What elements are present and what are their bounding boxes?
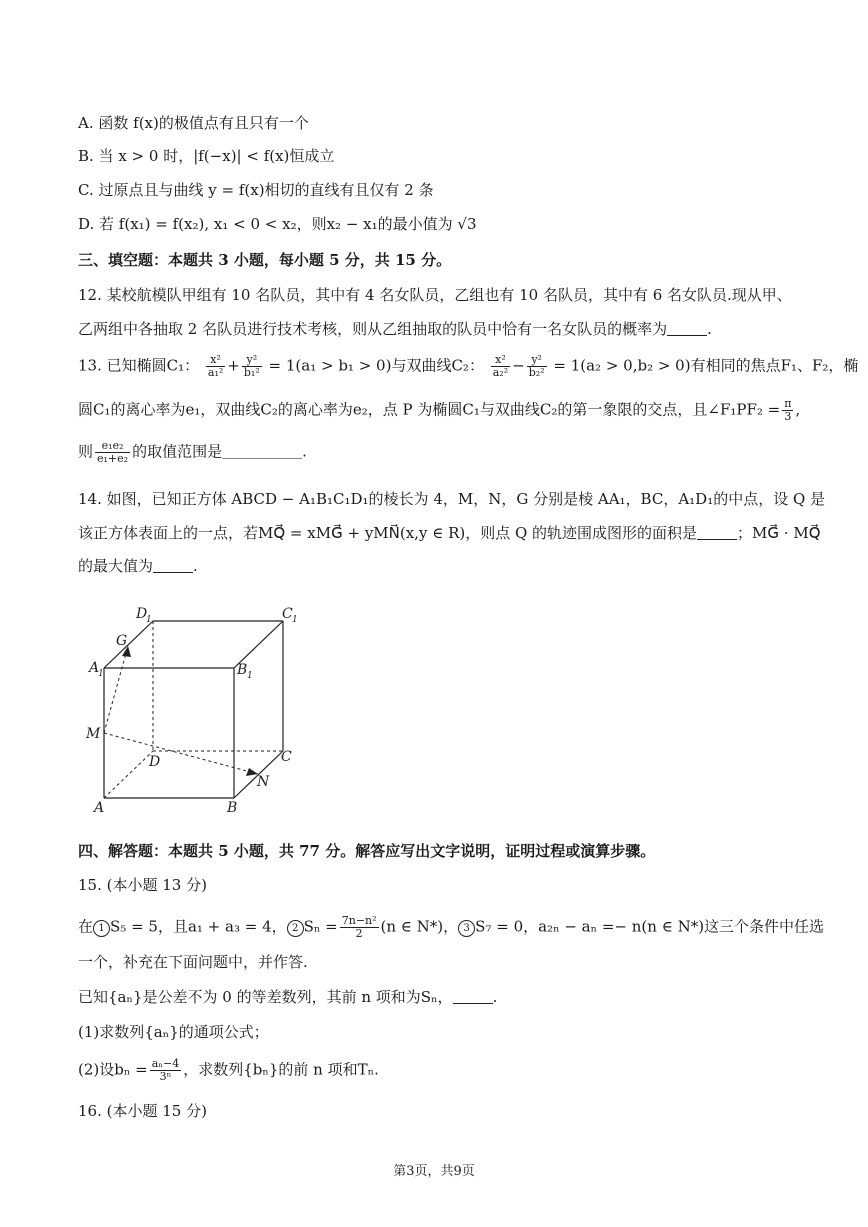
q16-title: 16. (本小题 15 分) xyxy=(78,1102,207,1120)
q13-then: 则 xyxy=(78,442,94,461)
label-G: G xyxy=(116,633,128,649)
q14-line3-text: 的最大值为 xyxy=(78,557,154,575)
edge-B1C1 xyxy=(234,621,283,668)
q15-line3-end: . xyxy=(492,988,498,1006)
q15-p2-frac: $\frac{\text{aₙ−4}}{\text{3ⁿ}}$ xyxy=(151,1057,180,1083)
q15-condition-blank xyxy=(453,989,493,1004)
label-C: C xyxy=(281,749,292,765)
q13-suffix: 的取值范围是 xyxy=(132,442,223,461)
q14-answer-blank-1 xyxy=(697,525,737,540)
circled-1: 1 xyxy=(93,920,110,937)
vector-MN xyxy=(104,733,258,774)
label-M: M xyxy=(86,726,101,742)
q15-cond1: S₅ = 5，且a₁ + a₃ = 4， xyxy=(110,917,287,936)
q13-hyper-name: C₂ xyxy=(451,356,469,375)
label-D: D xyxy=(149,754,161,770)
q14-line1: 14. 如图，已知正方体 ABCD − A₁B₁C₁D₁的棱长为 4，M，N，G 分别是棱 AA₁，BC，A₁D₁的中点，设 Q 是 xyxy=(78,490,826,508)
q13-angle-frac: $\frac{\pi}{3}$ xyxy=(784,397,792,423)
q13-frac-y2: $\frac{\text{y²}}{\text{b₂²}}$ xyxy=(528,353,545,379)
label-C1-sub: 1 xyxy=(292,615,298,625)
q15-p2-suffix: ，求数列{bₙ}的前 n 项和Tₙ. xyxy=(183,1060,379,1079)
q14-answer-blank-2 xyxy=(153,558,193,573)
label-B: B xyxy=(227,800,238,816)
q15-cond2b: (n ∈ N*)， xyxy=(380,917,459,936)
q12-end: . xyxy=(707,320,712,338)
edge-AD-hidden xyxy=(104,751,153,798)
q13-ellipse-name: C₁ xyxy=(166,356,185,375)
q14-line2-text: 该正方体表面上的一点，若MQ⃗ = xMG⃗ + yMN⃗(x,y ∈ R)，则点 Q 的轨迹围成图形的面积是 xyxy=(78,524,698,542)
q13-mid1: = 1(a₁ > b₁ > 0)与双曲线 xyxy=(268,356,452,375)
label-D1-sub: 1 xyxy=(146,615,152,625)
q15-cond2-frac: $\frac{\text{7n−n²}}{2}$ xyxy=(341,914,377,940)
q15-title: 15. (本小题 13 分) xyxy=(78,876,207,894)
q12-answer-blank xyxy=(667,321,707,336)
q12-line2 xyxy=(78,318,712,340)
q12-text: 乙两组中各抽取 2 名队员进行技术考核，则从乙组抽取的队员中恰有一名女队员的概率为 xyxy=(78,320,668,338)
q15-line3 xyxy=(78,986,497,1008)
q13-answer-blank xyxy=(222,444,302,459)
q15-p2-prefix: (2)设bₙ = xyxy=(78,1060,148,1079)
circled-3: 3 xyxy=(458,920,475,937)
option-a: A. 函数 f(x)的极值点有且只有一个 xyxy=(78,114,309,132)
edge-A1D1 xyxy=(104,621,153,668)
circled-2: 2 xyxy=(287,920,304,937)
q12-line1: 12. 某校航模队甲组有 10 名队员，其中有 4 名女队员，乙组也有 10 名队员，其中有 6 名女队员.现从甲、 xyxy=(78,286,792,304)
q14-line3 xyxy=(78,555,198,577)
q15-line2: 一个，补充在下面问题中，并作答. xyxy=(78,953,308,971)
q13-end: . xyxy=(302,442,307,461)
label-B1: B xyxy=(237,662,248,678)
q15-conditions xyxy=(78,915,824,940)
q13-line2: 圆C₁的离心率为e₁，双曲线C₂的离心率为e₂，点 P 为椭圆C₁与双曲线C₂的第一象限的交点，且∠F₁PF₂ = $\frac{\pi}{3}$ , xyxy=(78,397,801,423)
label-D1: D xyxy=(136,606,148,622)
q13-frac-y: $\frac{\text{y²}}{\text{b₁²}}$ xyxy=(243,353,260,379)
q15-cond2a: Sₙ = xyxy=(303,917,338,936)
vector-MG xyxy=(104,646,128,733)
q13-frac-x: $\frac{\text{x²}}{\text{a₁²}}$ xyxy=(207,353,224,379)
cube-figure xyxy=(80,596,310,826)
q13-line2-text: 圆C₁的离心率为e₁，双曲线C₂的离心率为e₂，点 P 为椭圆C₁与双曲线C₂的第一象限的交点，且∠F₁PF₂ = xyxy=(78,400,781,419)
q13-line1: 13. 已知椭圆C₁： $\frac{\text{x²}}{\text{a₁²}}$ + $\frac{\text{y²}}{\text{b₁²}}$ = 1(a₁ > b₁ > 0)与双曲线C₂： $\frac{\text{x²}}{\text{a₂²}}$ − $\frac{\text{y²}}{\text{b₂²}}$ = 1(a₂ > 0,b₂ > 0)有相同的焦点F₁、F₂，椭 xyxy=(78,353,859,379)
q14-line2-mid: ；MG⃗ · MQ⃗ xyxy=(737,524,821,542)
q14-line2 xyxy=(78,522,821,544)
section-3-heading: 三、填空题：本题共 3 小题，每小题 5 分，共 15 分。 xyxy=(78,251,452,269)
option-b: B. 当 x > 0 时，|f(−x)| < f(x)恒成立 xyxy=(78,147,335,165)
option-d: D. 若 f(x₁) = f(x₂), x₁ < 0 < x₂，则x₂ − x₁的最小值为 √3 xyxy=(78,215,477,233)
q15-cond-prefix: 在 xyxy=(78,917,94,936)
option-c: C. 过原点且与曲线 y = f(x)相切的直线有且仅有 2 条 xyxy=(78,181,434,199)
label-C1: C xyxy=(282,606,293,622)
q13-frac-x2: $\frac{\text{x²}}{\text{a₂²}}$ xyxy=(492,353,509,379)
q15-part2 xyxy=(78,1058,379,1083)
label-A1: A xyxy=(89,660,100,676)
q15-line3-text: 已知{aₙ}是公差不为 0 的等差数列，其前 n 项和为Sₙ， xyxy=(78,988,453,1006)
page-footer: 第3页，共9页 xyxy=(393,1164,475,1179)
q13-ratio-frac: $\frac{\text{e₁e₂}}{\text{e₁+e₂}}$ xyxy=(97,439,129,465)
label-B1-sub: 1 xyxy=(247,671,253,681)
label-A: A xyxy=(94,800,105,816)
label-A1-sub: 1 xyxy=(98,669,104,679)
q13-prefix: 13. 已知椭圆 xyxy=(78,356,167,375)
q14-end: . xyxy=(193,557,198,575)
section-4-heading: 四、解答题：本题共 5 小题，共 77 分。解答应写出文字说明，证明过程或演算步骤。 xyxy=(78,842,656,860)
q13-line3 xyxy=(78,440,307,465)
q13-mid2: = 1(a₂ > 0,b₂ > 0)有相同的焦点F₁、F₂，椭 xyxy=(553,356,859,375)
q15-part1: (1)求数列{aₙ}的通项公式； xyxy=(78,1023,269,1041)
q15-cond3: S₇ = 0，a₂ₙ − aₙ =− n(n ∈ N*)这三个条件中任选 xyxy=(475,917,825,936)
label-N: N xyxy=(257,774,270,790)
